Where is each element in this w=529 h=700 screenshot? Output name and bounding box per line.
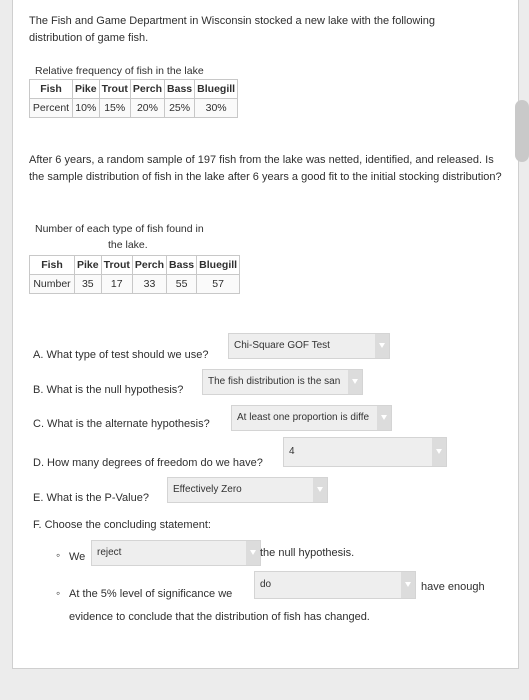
alternate-hypothesis-dropdown[interactable] [231,405,392,431]
table2-header-cell: Bluegill [197,256,240,275]
question-d-label: D. How many degrees of freedom do we have? [33,457,263,469]
reject-dropdown[interactable] [91,540,261,566]
table1-header-row [30,80,238,99]
table1-cell: 15% [99,99,130,118]
question-a-label: A. What type of test should we use? [33,349,209,361]
table2-cell: 55 [167,275,197,294]
chevron-down-icon [250,550,256,555]
table1-caption: Relative frequency of fish in the lake [35,65,204,77]
table2-header-cell: Trout [101,256,132,275]
bullet-icon: ◦ [56,586,61,600]
table1-cell: 10% [73,99,100,118]
scrollbar-thumb[interactable] [515,100,529,162]
table2-data-row [30,275,240,294]
intro-text: The Fish and Game Department in Wisconsin stocked a new lake with the following distribution of game fish. [29,15,435,44]
table2-caption-line1: Number of each type of fish found in [35,223,204,235]
null-hypothesis-selected: The fish distribution is the san [208,376,341,387]
test-type-dropdown[interactable] [228,333,390,359]
question-b-label: B. What is the null hypothesis? [33,384,184,396]
chevron-down-icon [436,449,442,454]
table2-header-cell: Bass [167,256,197,275]
chevron-down-icon [379,343,385,348]
table2-cell: 35 [75,275,102,294]
table2-header-cell: Pike [75,256,102,275]
question-f-label: F. Choose the concluding statement: [33,519,211,531]
table1-header-cell: Perch [130,80,164,99]
reject-selected: reject [97,547,122,558]
question-c-label: C. What is the alternate hypothesis? [33,418,210,430]
question-page [12,0,519,669]
degrees-freedom-selected: 4 [289,446,295,457]
table1-header-cell: Pike [73,80,100,99]
table1-cell: 25% [165,99,195,118]
table1-header-cell: Bluegill [195,80,238,99]
table2-cell: 33 [132,275,166,294]
fish-count-table [29,255,240,294]
evidence-dropdown[interactable] [254,571,416,599]
conclusion-1-prefix: We [69,551,86,563]
null-hypothesis-dropdown[interactable] [202,369,363,395]
test-type-selected: Chi-Square GOF Test [234,340,330,351]
conclusion-2-line2: evidence to conclude that the distribution of fish has changed. [69,611,370,623]
table2-header-cell: Perch [132,256,166,275]
table2-header-cell: Fish [30,256,75,275]
p-value-dropdown[interactable] [167,477,328,503]
table2-header-row [30,256,240,275]
evidence-selected: do [260,579,272,590]
table1-row-label: Percent [30,99,73,118]
alternate-hypothesis-selected: At least one proportion is diffe [237,412,370,423]
chevron-down-icon [317,487,323,492]
sample-text: After 6 years, a random sample of 197 fish from the lake was netted, identified, and released. Is the sample distribution of fish in the lake after 6 years a good fit to the initial stocking distribution? [29,154,502,183]
chevron-down-icon [381,415,387,420]
table2-caption-line2: the lake. [108,239,148,251]
table1-header-cell: Trout [99,80,130,99]
table1-data-row [30,99,238,118]
table1-header-cell: Bass [165,80,195,99]
conclusion-1-suffix: the null hypothesis. [260,547,355,559]
chevron-down-icon [405,582,411,587]
conclusion-2-prefix: At the 5% level of significance we [69,588,233,600]
bullet-icon: ◦ [56,548,61,562]
table2-cell: 17 [101,275,132,294]
conclusion-2-suffix: have enough [421,581,485,593]
table1-header-cell: Fish [30,80,73,99]
relative-frequency-table [29,79,238,118]
question-e-label: E. What is the P-Value? [33,492,149,504]
p-value-selected: Effectively Zero [173,484,242,495]
table1-cell: 30% [195,99,238,118]
chevron-down-icon [352,379,358,384]
degrees-freedom-dropdown[interactable] [283,437,447,467]
table2-row-label: Number [30,275,75,294]
table1-cell: 20% [130,99,164,118]
table2-cell: 57 [197,275,240,294]
